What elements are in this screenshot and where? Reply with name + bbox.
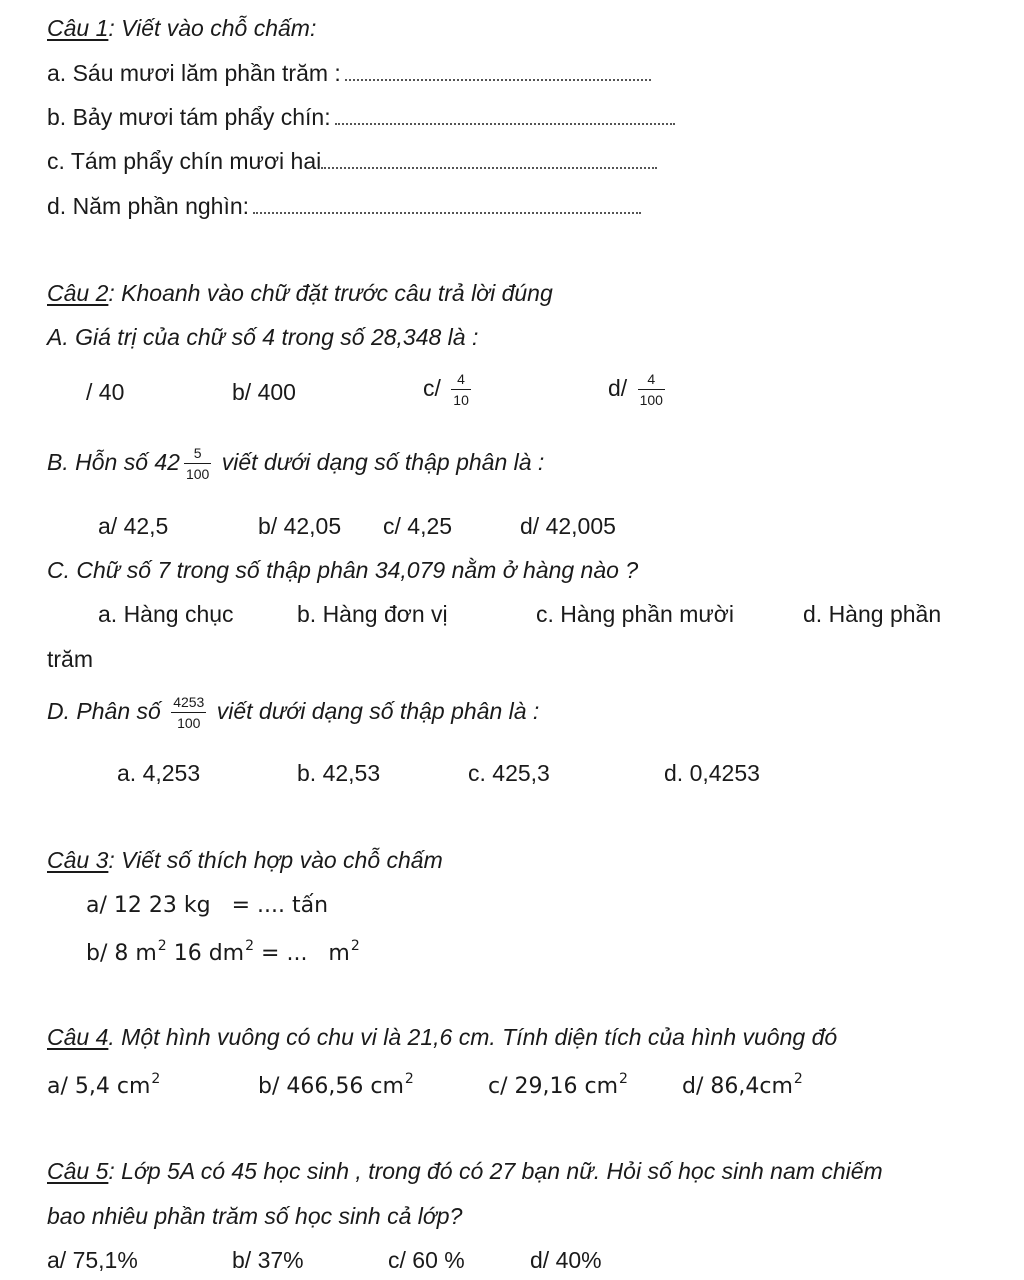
q1-item-b-text: b. Bảy mươi tám phẩy chín:	[47, 104, 331, 130]
q1-item-d-text: d. Năm phần nghìn:	[47, 193, 250, 219]
q4-title: . Một hình vuông có chu vi là 21,6 cm. Tính diện tích của hình vuông đó	[108, 1024, 838, 1050]
q2-title: : Khoanh vào chữ đặt trước câu trả lời đúng	[108, 280, 553, 306]
superscript: 2	[793, 1071, 803, 1087]
q5-option-b[interactable]: b/ 37%	[232, 1247, 304, 1273]
q5-option-d[interactable]: d/ 40%	[530, 1247, 602, 1273]
q4-option-d[interactable]	[682, 1072, 803, 1098]
q3-item-a	[86, 895, 328, 917]
q2b-prompt-start: B. Hỗn số 42	[47, 448, 180, 475]
fraction	[638, 372, 665, 407]
superscript: 2	[350, 938, 360, 954]
fraction-numerator: 4253	[171, 695, 206, 713]
q1-item-c	[47, 150, 657, 173]
q2c-option-d-wrap: trăm	[47, 646, 93, 672]
fraction-numerator: 4	[638, 372, 665, 390]
answer-blank[interactable]	[253, 210, 641, 214]
fraction	[451, 372, 471, 407]
answer-blank[interactable]	[321, 165, 657, 169]
q3-number: Câu 3	[47, 847, 109, 873]
q1-title: : Viết vào chỗ chấm:	[108, 15, 317, 41]
q3-title: : Viết số thích hợp vào chỗ chấm	[108, 847, 443, 873]
q2c-option-a[interactable]: a. Hàng chục	[98, 601, 234, 627]
fraction-denominator: 10	[453, 391, 469, 408]
q1-number: Câu 1	[47, 15, 109, 41]
q5-title-line2: bao nhiêu phần trăm số học sinh cả lớp?	[47, 1203, 463, 1229]
fraction	[171, 695, 206, 730]
q5-heading	[47, 1160, 883, 1183]
q5-title-line1: : Lớp 5A có 45 học sinh , trong đó có 27 bạn nữ. Hỏi số học sinh nam chiếm	[108, 1158, 883, 1184]
q2d-prompt-start: D. Phân số	[47, 697, 161, 724]
q4-option-c-text: c/ 29,16 cm	[488, 1074, 619, 1099]
q2d-prompt	[47, 695, 539, 730]
q4-option-d-text: d/ 86,4cm	[682, 1074, 793, 1099]
fraction	[184, 446, 211, 481]
q3-item-a-label: a/ 12 23 kg	[86, 893, 211, 918]
q2d-prompt-end: viết dưới dạng số thập phân là :	[216, 697, 540, 724]
superscript: 2	[404, 1071, 414, 1087]
answer-blank[interactable]	[345, 77, 651, 81]
q4-number: Câu 4	[47, 1024, 109, 1050]
superscript: 2	[245, 938, 255, 954]
q2c-option-b[interactable]: b. Hàng đơn vị	[297, 601, 448, 627]
q2b-option-c[interactable]: c/ 4,25	[383, 513, 453, 539]
fraction-denominator: 100	[639, 391, 663, 408]
q2a-option-b[interactable]: b/ 400	[232, 379, 296, 405]
q2b-prompt-end: viết dưới dạng số thập phân là :	[221, 448, 545, 475]
q2a-option-d[interactable]	[608, 372, 669, 407]
q5-option-c[interactable]: c/ 60 %	[388, 1247, 465, 1273]
superscript: 2	[151, 1071, 161, 1087]
q2a-prompt: A. Giá trị của chữ số 4 trong số 28,348 là :	[47, 324, 479, 350]
q3-item-b-answer[interactable]: = ...	[254, 941, 308, 966]
q4-option-b[interactable]	[258, 1072, 414, 1098]
q1-item-a-text: a. Sáu mươi lăm phần trăm :	[47, 60, 341, 86]
q2d-option-d[interactable]: d. 0,4253	[664, 760, 760, 786]
fraction-denominator: 100	[177, 714, 201, 731]
fraction-numerator: 5	[184, 446, 211, 464]
superscript: 2	[619, 1071, 628, 1087]
q2-number: Câu 2	[47, 280, 109, 306]
q2a-option-a[interactable]: / 40	[86, 379, 125, 405]
q3-heading	[47, 849, 443, 872]
q4-heading	[47, 1026, 837, 1049]
q2a-option-c[interactable]	[423, 372, 475, 407]
q3-item-a-answer[interactable]: = .... tấn	[231, 893, 329, 918]
q4-option-a-text: a/ 5,4 cm	[47, 1074, 151, 1099]
answer-blank[interactable]	[335, 121, 675, 125]
q4-option-b-text: b/ 466,56 cm	[258, 1074, 404, 1099]
q2c-option-c[interactable]: c. Hàng phần mười	[536, 601, 734, 627]
q2d-option-a[interactable]: a. 4,253	[117, 760, 201, 786]
q5-number: Câu 5	[47, 1158, 109, 1184]
q3-item-b-unit: m	[328, 941, 350, 966]
q2b-prompt	[47, 446, 544, 481]
superscript: 2	[157, 938, 167, 954]
q1-item-a	[47, 62, 651, 85]
q4-option-c[interactable]	[488, 1072, 628, 1098]
q3-item-b-label: b/ 8 m	[86, 941, 157, 966]
q2a-option-d-label: d/	[608, 374, 628, 401]
fraction-numerator: 4	[451, 372, 471, 390]
fraction-denominator: 100	[185, 465, 210, 482]
q2d-option-c[interactable]: c. 425,3	[468, 760, 550, 786]
q1-item-b	[47, 106, 675, 129]
q5-option-a[interactable]: a/ 75,1%	[47, 1247, 138, 1273]
q1-heading	[47, 17, 316, 40]
q3-item-b-mid: 16 dm	[166, 941, 245, 966]
q2c-prompt: C. Chữ số 7 trong số thập phân 34,079 nằm ở hàng nào ?	[47, 557, 639, 583]
q2b-option-b[interactable]: b/ 42,05	[258, 513, 342, 539]
q2d-option-b[interactable]: b. 42,53	[297, 760, 381, 786]
q2b-option-a[interactable]: a/ 42,5	[98, 513, 169, 539]
q2c-option-d[interactable]: d. Hàng phần	[803, 601, 942, 627]
q1-item-d	[47, 195, 641, 218]
q3-item-b	[86, 939, 360, 965]
q2a-option-c-label: c/	[423, 374, 441, 401]
q4-option-a[interactable]	[47, 1072, 160, 1098]
q1-item-c-text: c. Tám phẩy chín mươi hai	[47, 148, 322, 174]
q2b-option-d[interactable]: d/ 42,005	[520, 513, 616, 539]
q2-heading	[47, 282, 553, 305]
